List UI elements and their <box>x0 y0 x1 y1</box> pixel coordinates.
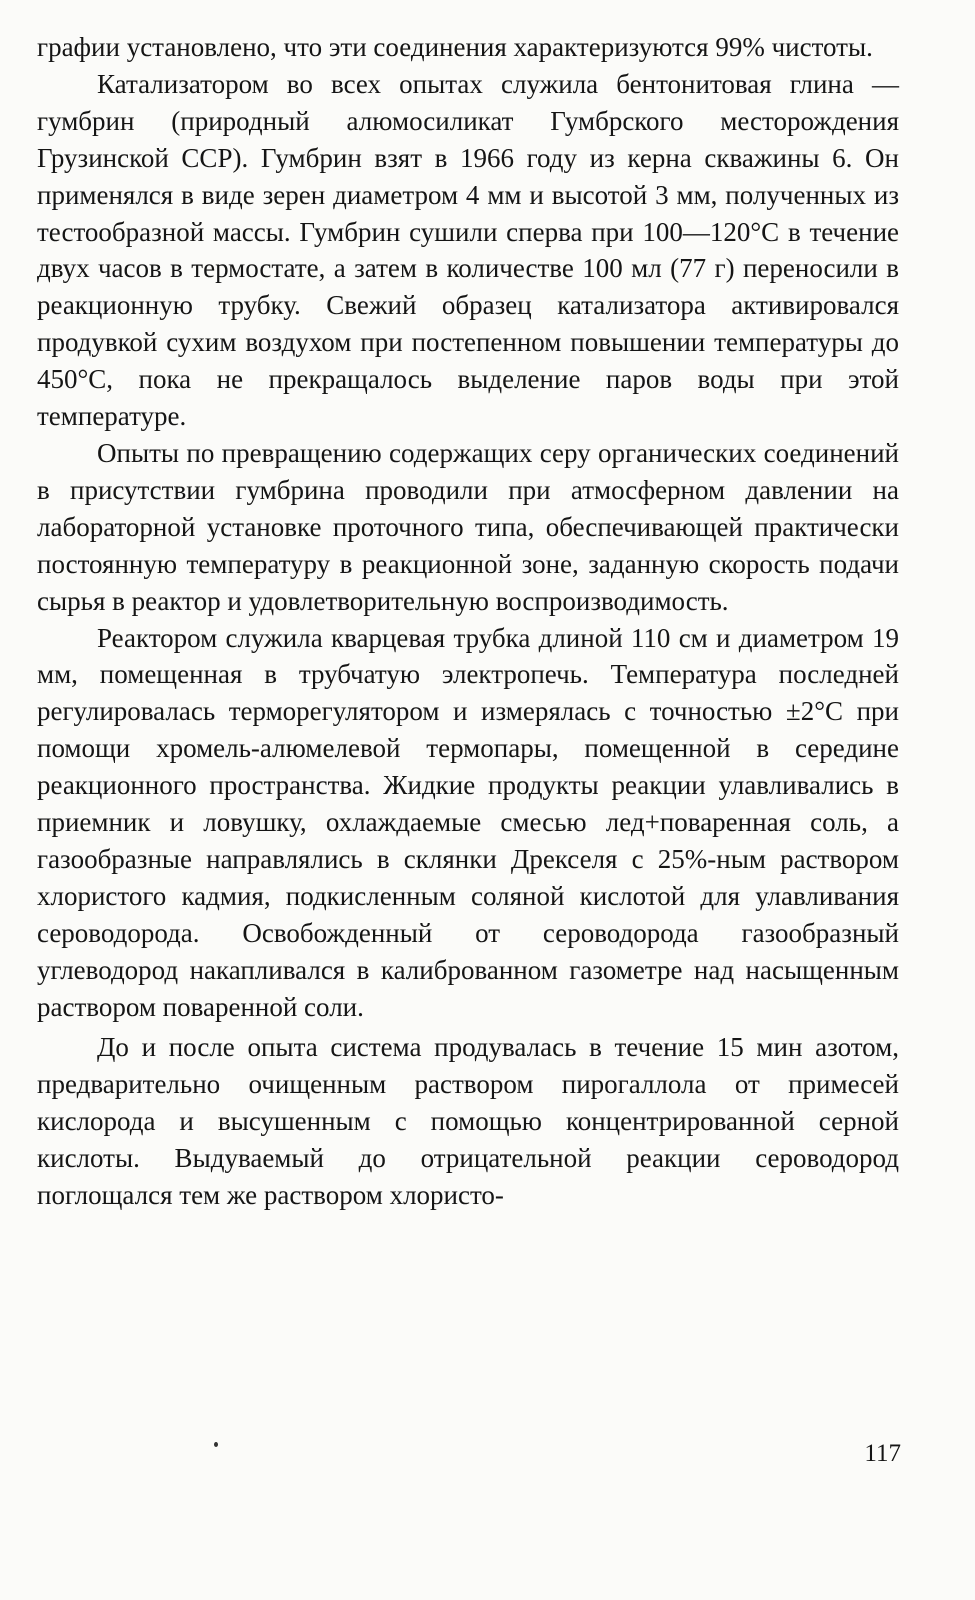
page-number: 117 <box>864 1440 901 1467</box>
paragraph-continuation: графии установлено, что эти соединения характеризуются 99% чистоты. <box>37 32 873 62</box>
paragraph-reactor: Реактором служила кварцевая трубка длиной 110 см и диаметром 19 мм, помещенная в трубчатую электропечь. Температура последней регулировалась терморегулятором и измерялась с точностью ±2°C при помощи хромель-алюмелевой термопары, помещенной в середине реакционного пространства. Жидкие продукты реакции улавливались в приемник и ловушку, охлаждаемые смесью лед+поваренная соль, а газообразные направлялись в склянки Дрекселя с 25%-ным раствором хлористого кадмия, подкисленным соляной кислотой для улавливания сероводорода. Освобожденный от сероводорода газообразный углеводород накапливался в калиброванном газометре над насыщенным раствором поваренной соли. <box>37 622 899 1022</box>
body-text <box>37 29 899 1214</box>
paragraph-purge: До и после опыта система продувалась в течение 15 мин азотом, предварительно очищенным раствором пирогаллола от примесей кислорода и высушенным с помощью концентрированной серной кислоты. Выдуваемый до отрицательной реакции сероводород поглощался тем же раствором хлористо- <box>37 1032 899 1211</box>
paragraph-catalyst: Катализатором во всех опытах служила бентонитовая глина — гумбрин (природный алюмосиликат Гумбрского месторождения Грузинской ССР). Гумбрин взят в 1966 году из керна скважины 6. Он применялся в виде зерен диаметром 4 мм и высотой 3 мм, полученных из тестообразной массы. Гумбрин сушили сперва при 100—120°C в течение двух часов в термостате, а затем в количестве 100 мл (77 г) переносили в реакционную трубку. Свежий образец катализатора активировался продувкой сухим воздухом при постепенном повышении температуры до 450°C, пока не прекращалось выделение паров воды при этой температуре. <box>37 68 899 432</box>
stray-dot-mark <box>214 1442 218 1447</box>
paragraph-experiments: Опыты по превращению содержащих серу органических соединений в присутствии гумбрина проводили при атмосферном давлении на лабораторной установке проточного типа, обеспечивающей практически постоянную температуру в реакционной зоне, заданную скорость подачи сырья в реактор и удовлетворительную воспроизводимость. <box>37 437 899 616</box>
